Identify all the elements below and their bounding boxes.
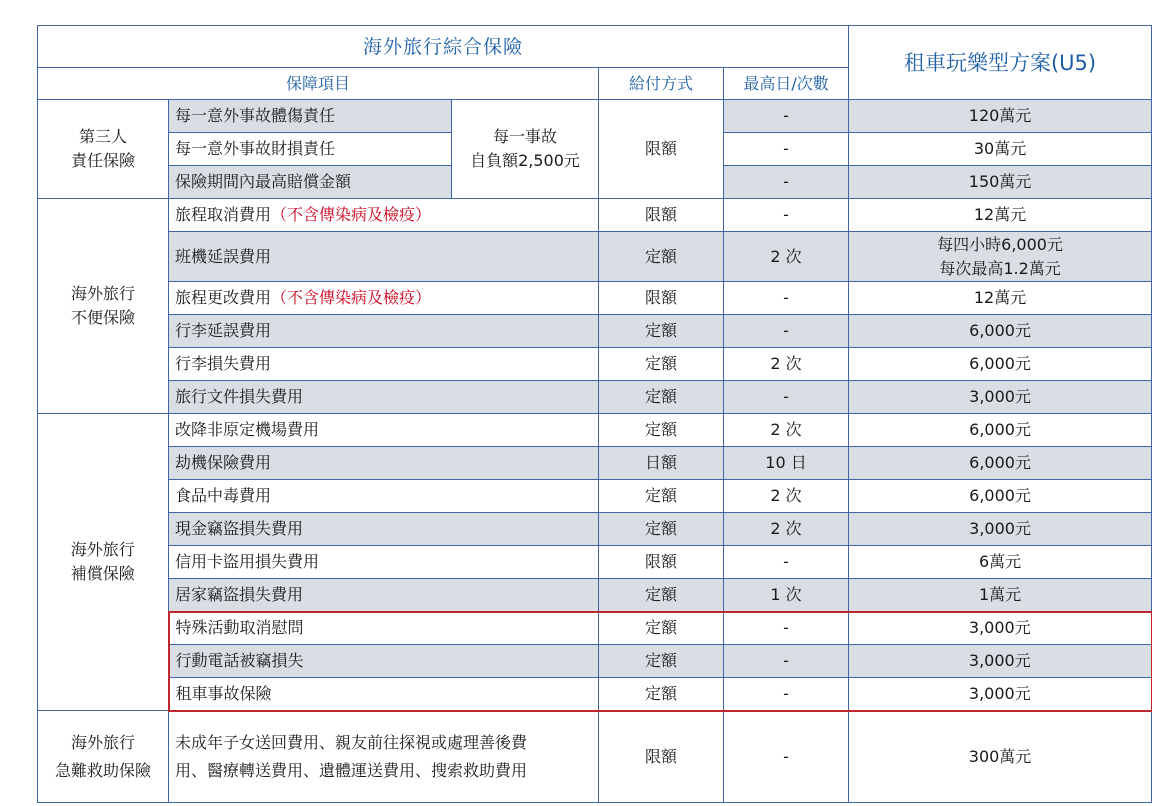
table-row	[38, 480, 1152, 513]
method-cell: 限額	[599, 282, 724, 315]
category-inconvenience: 海外旅行 不便保險	[38, 199, 169, 414]
max-cell: 2 次	[724, 348, 849, 381]
max-cell: -	[724, 199, 849, 232]
table-row	[38, 315, 1152, 348]
table-row	[38, 199, 1152, 232]
deductible-cell: 每一事故 自負額2,500元	[452, 100, 599, 199]
table-row	[38, 513, 1152, 546]
table-title: 海外旅行綜合保險	[38, 26, 849, 68]
amount-cell: 6,000元	[849, 447, 1152, 480]
max-cell: 2 次	[724, 414, 849, 447]
max-cell: 2 次	[724, 480, 849, 513]
method-cell: 限額	[599, 546, 724, 579]
max-cell: -	[724, 166, 849, 199]
method-cell: 限額	[599, 711, 724, 803]
method-cell: 定額	[599, 232, 724, 282]
table-row	[38, 100, 1152, 133]
method-cell: 定額	[599, 612, 724, 645]
item-cell: 劫機保險費用	[169, 447, 599, 480]
method-cell: 定額	[599, 480, 724, 513]
item-cell: 居家竊盜損失費用	[169, 579, 599, 612]
amount-cell: 3,000元	[849, 645, 1152, 678]
amount-cell: 12萬元	[849, 282, 1152, 315]
item-cell: 信用卡盜用損失費用	[169, 546, 599, 579]
table-row	[38, 546, 1152, 579]
item-cell: 改降非原定機場費用	[169, 414, 599, 447]
table-row	[38, 348, 1152, 381]
category-emergency: 海外旅行 急難救助保險	[38, 711, 169, 803]
col-header-max: 最高日/次數	[724, 68, 849, 100]
max-cell: -	[724, 546, 849, 579]
method-cell: 定額	[599, 645, 724, 678]
item-cell: 旅程取消費用（不含傳染病及檢疫）	[169, 199, 599, 232]
item-cell: 行動電話被竊損失	[169, 645, 599, 678]
method-cell: 日額	[599, 447, 724, 480]
exclusion-note: （不含傳染病及檢疫）	[271, 288, 432, 307]
max-cell: -	[724, 612, 849, 645]
highlighted-row	[38, 645, 1152, 678]
amount-cell: 3,000元	[849, 513, 1152, 546]
max-cell: -	[724, 282, 849, 315]
item-cell: 行李延誤費用	[169, 315, 599, 348]
method-cell: 定額	[599, 513, 724, 546]
highlighted-row	[38, 612, 1152, 645]
table-row	[38, 414, 1152, 447]
category-compensation: 海外旅行 補償保險	[38, 414, 169, 711]
table-row	[38, 579, 1152, 612]
amount-cell: 150萬元	[849, 166, 1152, 199]
max-cell: -	[724, 100, 849, 133]
method-cell: 限額	[599, 100, 724, 199]
table-row	[38, 711, 1152, 803]
item-cell: 班機延誤費用	[169, 232, 599, 282]
amount-cell: 300萬元	[849, 711, 1152, 803]
amount-cell: 12萬元	[849, 199, 1152, 232]
method-cell: 限額	[599, 199, 724, 232]
max-cell: 2 次	[724, 232, 849, 282]
max-cell: 2 次	[724, 513, 849, 546]
max-cell: -	[724, 381, 849, 414]
item-cell: 保險期間內最高賠償金額	[169, 166, 452, 199]
item-cell: 租車事故保險	[169, 678, 599, 711]
max-cell: -	[724, 133, 849, 166]
table-row	[38, 447, 1152, 480]
method-cell: 定額	[599, 315, 724, 348]
highlighted-row	[38, 678, 1152, 711]
item-cell: 食品中毒費用	[169, 480, 599, 513]
table-row	[38, 282, 1152, 315]
table-row	[38, 381, 1152, 414]
amount-cell: 6,000元	[849, 480, 1152, 513]
amount-cell: 1萬元	[849, 579, 1152, 612]
table-row	[38, 232, 1152, 282]
header-row-1	[38, 26, 1152, 68]
amount-cell: 6,000元	[849, 348, 1152, 381]
amount-cell: 6,000元	[849, 414, 1152, 447]
method-cell: 定額	[599, 579, 724, 612]
item-cell: 未成年子女送回費用、親友前往探視或處理善後費 用、醫療轉送費用、遺體運送費用、搜索救助費用	[169, 711, 599, 803]
col-header-method: 給付方式	[599, 68, 724, 100]
amount-cell: 30萬元	[849, 133, 1152, 166]
amount-cell: 6萬元	[849, 546, 1152, 579]
plan-name: 租車玩樂型方案(U5)	[849, 26, 1152, 100]
insurance-table	[37, 25, 1152, 803]
amount-cell: 3,000元	[849, 381, 1152, 414]
amount-cell: 3,000元	[849, 678, 1152, 711]
max-cell: -	[724, 645, 849, 678]
category-third-party: 第三人 責任保險	[38, 100, 169, 199]
amount-cell: 120萬元	[849, 100, 1152, 133]
method-cell: 定額	[599, 414, 724, 447]
item-cell: 現金竊盜損失費用	[169, 513, 599, 546]
max-cell: -	[724, 678, 849, 711]
item-cell: 特殊活動取消慰問	[169, 612, 599, 645]
max-cell: -	[724, 315, 849, 348]
exclusion-note: （不含傳染病及檢疫）	[271, 205, 432, 224]
max-cell: 1 次	[724, 579, 849, 612]
amount-cell: 3,000元	[849, 612, 1152, 645]
amount-cell: 每四小時6,000元 每次最高1.2萬元	[849, 232, 1152, 282]
max-cell: 10 日	[724, 447, 849, 480]
item-cell: 旅行文件損失費用	[169, 381, 599, 414]
item-cell: 行李損失費用	[169, 348, 599, 381]
max-cell: -	[724, 711, 849, 803]
col-header-item: 保障項目	[38, 68, 599, 100]
item-cell: 每一意外事故財損責任	[169, 133, 452, 166]
amount-cell: 6,000元	[849, 315, 1152, 348]
method-cell: 定額	[599, 678, 724, 711]
item-cell: 每一意外事故體傷責任	[169, 100, 452, 133]
method-cell: 定額	[599, 381, 724, 414]
method-cell: 定額	[599, 348, 724, 381]
item-cell: 旅程更改費用（不含傳染病及檢疫）	[169, 282, 599, 315]
